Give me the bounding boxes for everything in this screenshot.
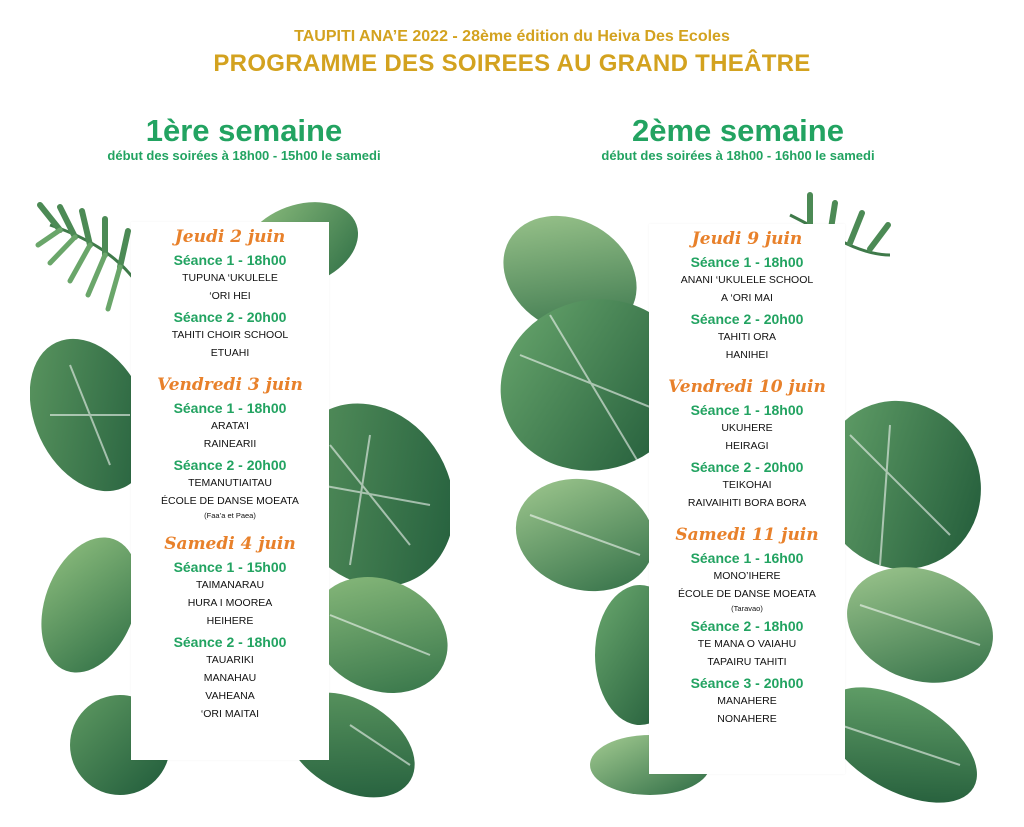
day-title: Jeudi 2 juin: [174, 227, 286, 247]
day-block: [649, 524, 845, 728]
week-2-title: 2ème semaine: [632, 113, 844, 148]
header-subtitle: TAUPITI ANA’E 2022 - 28ème édition du Heiva Des Ecoles: [294, 28, 730, 45]
seance-label: Séance 2 - 20h00: [690, 459, 804, 475]
group-name: MANAHERE: [717, 695, 777, 707]
group-name: HANIHEI: [725, 349, 769, 361]
group-note: (Faa’a et Paea): [204, 511, 256, 520]
day-title: Samedi 4 juin: [164, 534, 296, 554]
seance-label: Séance 1 - 18h00: [173, 400, 287, 416]
group-name: ‘ORI HEI: [209, 290, 251, 302]
group-note: (Taravao): [731, 604, 763, 613]
week-2-schedule-card: [649, 224, 845, 774]
group-name: TAHITI ORA: [717, 331, 777, 343]
seance-label: Séance 3 - 20h00: [690, 675, 804, 691]
seance-label: Séance 1 - 16h00: [690, 550, 804, 566]
group-name: TEIKOHAI: [722, 479, 772, 491]
day-block: [649, 376, 845, 512]
group-name: HEIRAGI: [725, 440, 769, 452]
week-1-schedule-card: [131, 222, 329, 760]
group-name: ANANI ‘UKULELE SCHOOL: [680, 274, 814, 286]
group-name: VAHEANA: [205, 690, 255, 702]
day-block: [131, 533, 329, 723]
group-name: RAIVAIHITI BORA BORA: [687, 497, 807, 509]
group-name: HEIHERE: [206, 615, 254, 627]
seance-label: Séance 2 - 20h00: [690, 311, 804, 327]
seance-label: Séance 1 - 18h00: [690, 402, 804, 418]
group-name: NONAHERE: [717, 713, 777, 725]
day-title: Vendredi 10 juin: [668, 377, 826, 397]
group-name: ETUAHI: [210, 347, 250, 359]
day-block: [131, 226, 329, 362]
day-title: Samedi 11 juin: [675, 525, 819, 545]
group-name: TEMANUTIAITAU: [188, 477, 272, 489]
day-block: [131, 374, 329, 521]
group-name: ARATA’I: [211, 420, 249, 432]
week-1-heading: [34, 114, 454, 164]
seance-label: Séance 2 - 18h00: [690, 618, 804, 634]
week-2-heading: [528, 114, 948, 164]
group-name: UKUHERE: [721, 422, 773, 434]
group-name: MANAHAU: [203, 672, 257, 684]
day-title: Jeudi 9 juin: [691, 229, 803, 249]
seance-label: Séance 1 - 18h00: [690, 254, 804, 270]
group-name: TUPUNA ‘UKULELE: [182, 272, 278, 284]
week-1-title: 1ère semaine: [145, 113, 343, 148]
seance-label: Séance 2 - 20h00: [173, 309, 287, 325]
group-name: TAUARIKI: [206, 654, 254, 666]
seance-label: Séance 2 - 20h00: [173, 457, 287, 473]
seance-label: Séance 1 - 15h00: [173, 559, 287, 575]
page-title: PROGRAMME DES SOIREES AU GRAND THEÂTRE: [213, 50, 811, 77]
group-name: ÉCOLE DE DANSE MOEATA: [161, 495, 299, 507]
seance-label: Séance 1 - 18h00: [173, 252, 287, 268]
group-name: TAIMANARAU: [195, 579, 265, 591]
seance-label: Séance 2 - 18h00: [173, 634, 287, 650]
group-name: RAINEARII: [203, 438, 257, 450]
group-name: MONO’IHERE: [713, 570, 781, 582]
group-name: TAPAIRU TAHITI: [707, 656, 787, 668]
day-title: Vendredi 3 juin: [157, 375, 303, 395]
group-name: ÉCOLE DE DANSE MOEATA: [678, 588, 816, 600]
week-1-subtitle: début des soirées à 18h00 - 15h00 le samedi: [107, 148, 381, 163]
group-name: ‘ORI MAITAI: [200, 708, 260, 720]
group-name: A ‘ORI MAI: [721, 292, 773, 304]
day-block: [649, 228, 845, 364]
group-name: HURA I MOOREA: [187, 597, 273, 609]
group-name: TAHITI CHOIR SCHOOL: [171, 329, 289, 341]
week-2-subtitle: début des soirées à 18h00 - 16h00 le samedi: [601, 148, 875, 163]
group-name: TE MANA O VAIAHU: [697, 638, 797, 650]
